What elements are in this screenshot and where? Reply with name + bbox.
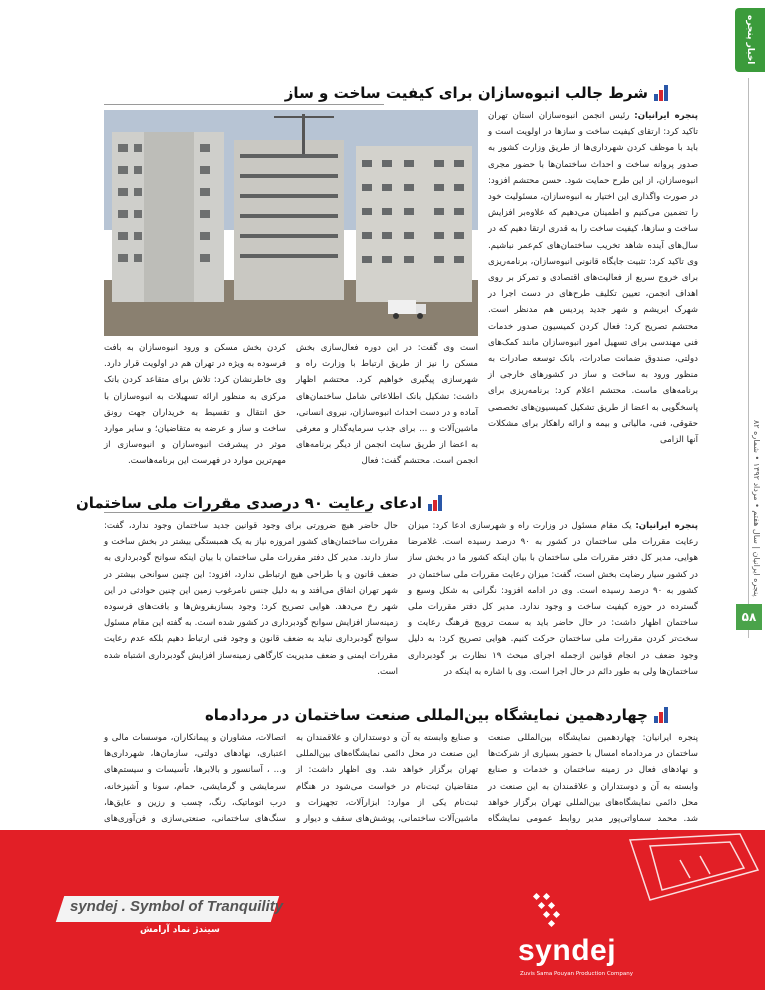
article1-col-left: کردن بخش مسکن و ورود انبوه‌سازان به بافت فرسوده به ویژه در تهران هم در اولویت قرار دارد. وی خاطرنشان کرد: تلاش برای متقاعد کردن بانک مرکزی به منظور ارائه تسهیلات به انبوه‌سازان با حق انتقال و تقسیط به خریداران جهت رونق ساخت و ساز و عرضه به متقاضیان؛ و سایر موارد موثر در پیشرفت انبوه‌سازان و انبوه‌سازی از مهم‌ترین موارد در فهرست این برنامه‌هاست.: [104, 343, 286, 467]
article2-col-left: حال حاضر هیچ ضرورتی برای وجود قوانین جدید ساختمان وجود ندارد، گفت: مقررات ساختمان‌های کشور امروزه نیاز به یک همبستگی بیشتر در بخش ساخت و ساز دارند. مدیر کل دفتر مقررات ملی ساختمان با بیان اینکه سوانح گودبرداری به ضعف قانون و یا طراحی هیچ ارتباطی ندارد، افزود: این چنین سوانحی بیشتر در شهر تهران اتفاق می‌افتد و به دلیل جنس نامرغوب زمین این چنین حوادثی در این شهر رخ می‌دهد. هوایی تصریح کرد: وجود بسازبفروش‌ها و بافت‌های فرسوده زمینه‌ساز افزایش سوانح گودبرداری در کشور شده است. به گفته این مقام مسئول سوانح گودبرداری نباید به ضعف قانون و وجود فنی ارتباط دهیم بلکه عدم رعایت مقررات ایمنی و ضعف مدیریت کارگاهی زمینه‌ساز افزایش گودبرداری اشتباه شده است.: [104, 521, 398, 677]
heading-rule: [104, 104, 384, 105]
article3-col2: و صنایع وابسته به آن و دوستداران و علاقمندان به این صنعت در محل دائمی نمایشگاه‌های بین‌المللی تهران برگزار خواهد شد. وی اظهار داشت: از متقاضیان ثبت‌نام در خواست می‌شود در هنگام ثبت‌نام یکی از موارد: ابزارآلات، تجهیزات و ماشین‌آلات ساختمانی، پوشش‌های سقف و دیوار و: [296, 733, 478, 825]
article1-heading: [285, 84, 668, 102]
bar-chart-icon: [654, 707, 668, 723]
article1-lead: پنجره ایرانیان:: [634, 111, 698, 121]
buildings-image: [104, 110, 478, 336]
page-number: ۵۸: [736, 604, 762, 630]
construction-photo: [104, 110, 478, 336]
issue-info: پنجره ایرانیان | سال هفتم • مرداد ۱۳۹۲ • شماره ۸۲: [752, 420, 761, 597]
slogan-text: syndej . Symbol of Tranquility: [70, 898, 284, 915]
bar-chart-icon: [654, 85, 668, 101]
heading-rule: [104, 512, 372, 513]
article3-col1: پنجره ایرانیان: چهاردهمین نمایشگاه بین‌المللی صنعت ساختمان در مردادماه امسال با حضور بسیاری از شرکت‌ها و نهادهای فعال در زمینه ساختمان و خدمات و صنایع وابسته به آن و دوستداران و علاقمندان به این صنعت در محل دائمی نمایشگاه‌های بین‌المللی تهران برگزار خواهد شد. محمد سماواتی‌پور مدیر روابط عمومی نمایشگاه: [488, 733, 698, 825]
article2-heading: [76, 494, 442, 512]
article3-title: چهاردهمین نمایشگاه بین‌المللی صنعت ساختمان در مردادماه: [204, 706, 648, 724]
slogan-persian: سیندژ نماد آرامش: [140, 925, 220, 935]
article2-title: ادعای رعایت ۹۰ درصدی مقررات ملی ساختمان: [75, 494, 422, 512]
syndej-logo-icon: [530, 892, 570, 928]
article2-col-right-text: یک مقام مسئول در وزارت راه و شهرسازی ادعا کرد: میزان رعایت مقررات ملی ساختمان در کشور به ۹۰ درصد رسیده است. غلامرضا هوایی، مدیر کل دفتر مقررات ملی ساختمان با بیان اینکه کشور ما در بخش ساز در کشور سیار رضایت بخش است، گفت: میزان رعایت مقررات ملی ساختمان در کشور به ۹۰ درصد رسیده است. وی در ادامه افزود: نگرانی به شکل وسیع و گسترده در حوزه کیفیت ساخت و وجود ندارد. مدیر کل دفتر مقررات ملی ساختمان اظهار داشت: در حال حاضر باید به سمت ترویج فرهنگ رعایت و سخت‌تر کردن مقررات ملی ساختمان حرکت کنیم. هوایی تصریح کرد: به دلیل وجود ضعف در انجام قوانین ازجمله اجرای مبحث ۱۹ نظارت بر گودبرداری ساختمان‌ها ولی به طور دائم در حال اجرا است. وی با اشاره به اینکه در: [408, 521, 699, 677]
article3-heading: [205, 706, 668, 724]
company-name: Zuvis Sama Pouyan Production Company: [520, 971, 633, 977]
bar-chart-icon: [428, 495, 442, 511]
article3-col3: اتصالات، مشاوران و پیمانکاران، موسسات مالی و اعتباری، نهادهای دولتی، سازمان‌ها، شهرداری‌ها و... ، آسانسور و بالابرها، تأسیسات و سیستم‌های سرمایشی و گرمایشی، حمام، سونا و آشپزخانه، درب اتوماتیک، رنگ، چسب و رزین و عایق‌ها، سنگ‌های ساختمانی، صنعتی‌سازی و فن‌آوری‌های: [104, 733, 286, 825]
section-tab[interactable]: [735, 8, 765, 72]
article1-col-mid: است وی گفت: در این دوره فعال‌سازی بخش مسکن را نیز از طریق ارتباط با وزارت راه و شهرسازی پیگیری خواهیم کرد. محتشم اظهار داشت: تشکیل بانک اطلاعاتی شامل ساختمان‌های آماده و در دست احداث انبوه‌سازان، نیروی انسانی، ماشین‌آلات و ... برای جذب سرمایه‌گذار و معرفی به اعضا از طریق سایت انجمن از دیگر برنامه‌های انجمن است. محتشم گفت: فعال: [296, 343, 478, 467]
article2-lead: پنجره ایرانیان:: [635, 521, 698, 531]
syndej-logo-text: syndej: [518, 934, 617, 967]
syndej-ad-banner[interactable]: [0, 830, 765, 990]
section-tab-label: اخبار پنجره: [745, 15, 755, 65]
article1-col-right-text: رئیس انجمن انبوه‌سازان استان تهران تاکید کرد: ارتقای کیفیت ساخت و سازها در اولویت است و باید با موظف کردن شهرداری‌ها از طریق وزارت کشور به صدور پروانه ساخت و احداث ساختمان‌ها با حضور مجری انبوه‌سازان، از این طرح حمایت شود. حسن محتشم افزود: در صورت واگذاری این اختیار به انبوه‌سازان، مسئولیت خود را تضمین می‌کنیم و اطمینان می‌دهیم که علاوه‌بر افزایش ساخت و سازها، کیفیت ساخت را به قدری ارتقا دهیم که در سال‌های آینده شاهد تخریب ساختمان‌های کم‌عمر نباشیم. وی تاکید کرد: تثبیت جایگاه قانونی انبوه‌سازان، برنامه‌ریزی برای خروج سریع از فعالیت‌های اقتصادی و تمرکز بر روی اهداف انجمن، تعیین تکلیف طرح‌های در دست اجرا در شهرک ابریشم و شهر جدید پردیس هم مدنظر است. محتشم تصریح کرد: فعال کردن کمیسیون صدور خدمات فنی مهندسی برای تسهیل امور انبوه‌سازان مانند کمک‌های دولتی، صندوق ضمانت صادرات، بانک توسعه صادرات به منظور ورود به ساخت و ساز در کشورهای خارجی از برنامه‌های ماست. محتشم اعلام کرد: برنامه‌ریزی برای پاسخگویی به اعضا از طریق تشکیل کمیسیون‌های تخصصی حقوقی، فنی، مالیاتی و بیمه و ارائه راهکار برای مشکلات آنها الزامی: [488, 111, 698, 446]
window-drawing-graphic: [620, 830, 765, 910]
article1-title: شرط جالب انبوه‌سازان برای کیفیت ساخت و ساز: [284, 84, 648, 102]
article1-col-right: [488, 108, 698, 460]
article2-col-right: [408, 518, 699, 677]
